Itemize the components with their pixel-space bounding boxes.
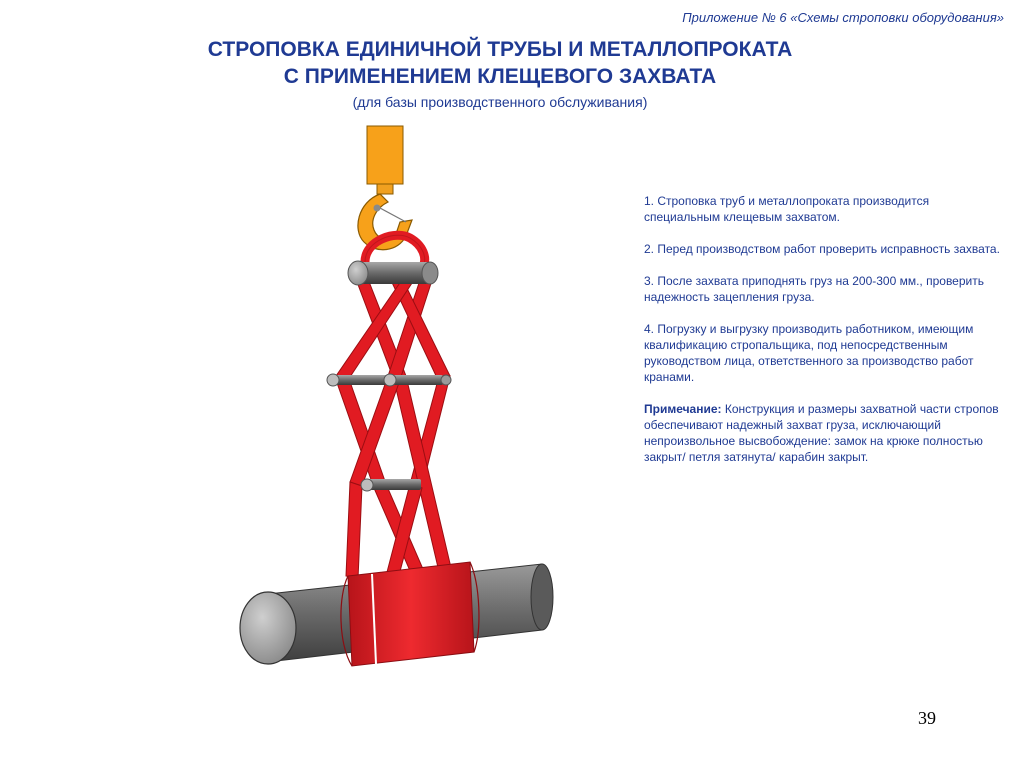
instruction-item-3: 3. После захвата приподнять груз на 200-300 мм., проверить надежность зацепления груза. — [644, 274, 984, 304]
crane-hook-icon — [358, 126, 412, 250]
remark-text: Конструкция и размеры захватной части стропов обеспечивают надежный захват груза, исключающий непроизвольное высвобождение: замок на крюке полностью закрыт/ петля затянута/ карабин закрыт. — [644, 402, 999, 464]
instruction-item-4: 4. Погрузку и выгрузку производить работником, имеющим квалификацию стропальщика, под непосредственным руководством лица, ответственного за производство работ кранами. — [644, 322, 974, 384]
appendix-caption: Приложение № 6 «Схемы строповки оборудования» — [682, 10, 1004, 25]
remark-paragraph — [644, 401, 1004, 465]
instruction-item-2: 2. Перед производством работ проверить исправность захвата. — [644, 242, 1000, 256]
remark-label: Примечание: — [644, 402, 722, 416]
title-line-1: СТРОПОВКА ЕДИНИЧНОЙ ТРУБЫ И МЕТАЛЛОПРОКАТА — [207, 38, 793, 61]
page-subtitle: (для базы производственного обслуживания) — [352, 94, 648, 110]
page-title — [0, 36, 1000, 90]
rigging-illustration — [230, 124, 580, 669]
title-line-2: С ПРИМЕНЕНИЕМ КЛЕЩЕВОГО ЗАХВАТА — [283, 65, 717, 88]
tongs-grab-icon — [327, 235, 452, 580]
instruction-item-1: 1. Строповка труб и металлопроката производится специальным клещевым захватом. — [644, 194, 930, 224]
pipe-icon — [240, 562, 553, 666]
page-number: 39 — [918, 708, 936, 728]
instructions-block — [644, 193, 1004, 481]
